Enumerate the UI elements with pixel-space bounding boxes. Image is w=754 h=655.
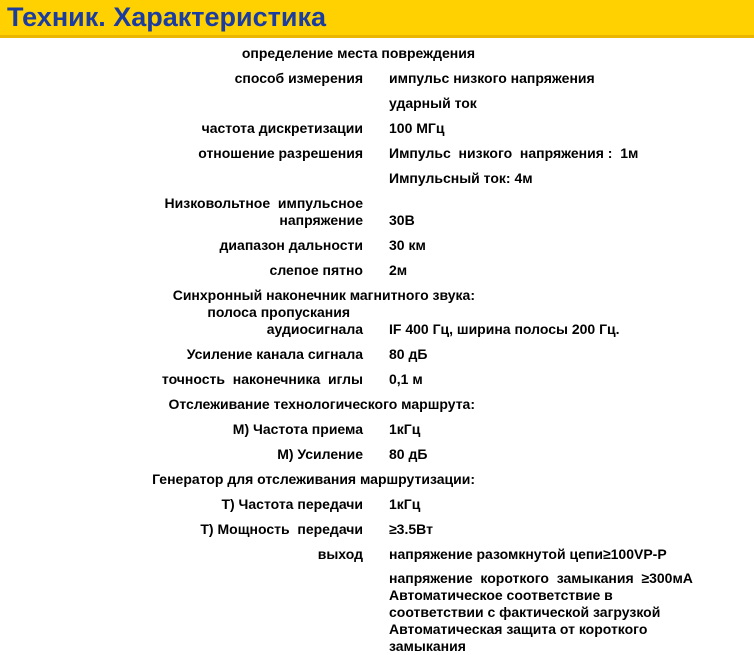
spec-row [0,170,754,187]
spec-row [0,446,754,463]
spec-label: отношение разрешения [198,145,363,161]
spec-row [0,70,754,87]
spec-label: способ измерения [234,70,363,86]
spec-value: импульс низкого напряжения [389,70,595,86]
spec-row [0,371,754,388]
spec-value: IF 400 Гц, ширина полосы 200 Гц. [389,321,620,337]
spec-value: 100 МГц [389,120,445,136]
spec-label [0,287,475,338]
spec-value: ≥3.5Вт [389,521,433,537]
spec-label: М) Частота приема [232,421,363,437]
spec-value-line: напряжение короткого замыкания ≥300мА [389,570,693,586]
spec-label-line: аудиосигнала [266,321,363,337]
section-heading: Генератор для отслеживания маршрутизации: [152,471,475,487]
spec-value: 2м [389,262,408,278]
spec-value [389,546,693,655]
spec-row [0,521,754,538]
section-heading: определение места повреждения [241,45,475,61]
spec-table [0,38,754,655]
spec-label: Т) Частота передачи [221,496,363,512]
spec-row [0,262,754,279]
spec-value: Импульсный ток: 4м [389,170,533,186]
spec-row [0,346,754,363]
spec-value-line: напряжение разомкнутой цепи≥100VP-P [389,546,667,562]
title-bar [0,0,754,38]
spec-label [0,195,363,229]
spec-value-line: Автоматическая защита от короткого [389,621,648,637]
spec-row [0,95,754,112]
spec-label: слепое пятно [269,262,363,278]
spec-value-line: соответствии с фактической загрузкой [389,604,661,620]
spec-label: выход [317,546,363,562]
spec-label: Т) Мощность передачи [200,521,363,537]
spec-value: 30В [389,212,415,228]
spec-label-line: Синхронный наконечник магнитного звука: [172,287,475,303]
spec-row [0,120,754,137]
spec-label: Усиление канала сигнала [186,346,363,362]
spec-label: частота дискретизации [201,120,363,136]
spec-label: диапазон дальности [219,237,363,253]
spec-value: 1кГц [389,421,421,437]
section-heading: Отслеживание технологического маршрута: [168,396,475,412]
spec-row [0,145,754,162]
spec-value: Импульс низкого напряжения : 1м [389,145,639,161]
spec-value-line: замыкания [389,638,466,654]
spec-label: точность наконечника иглы [161,371,363,387]
spec-value-line: Автоматическое соответствие в [389,587,613,603]
spec-row [0,546,754,655]
spec-value: 0,1 м [389,371,423,387]
spec-value: 1кГц [389,496,421,512]
spec-row [0,421,754,438]
spec-label-line: полоса пропускания [207,304,350,320]
spec-row [0,287,754,338]
spec-row [0,195,754,229]
spec-label-line: Низковольтное импульсное [164,195,363,211]
spec-label-line: напряжение [279,212,363,228]
page-title: Техник. Характеристика [7,2,326,32]
spec-value: ударный ток [389,95,477,111]
spec-value: 80 дБ [389,446,428,462]
spec-value: 80 дБ [389,346,428,362]
spec-value: 30 км [389,237,426,253]
spec-row [0,237,754,254]
spec-label: М) Усиление [277,446,363,462]
spec-row [0,496,754,513]
